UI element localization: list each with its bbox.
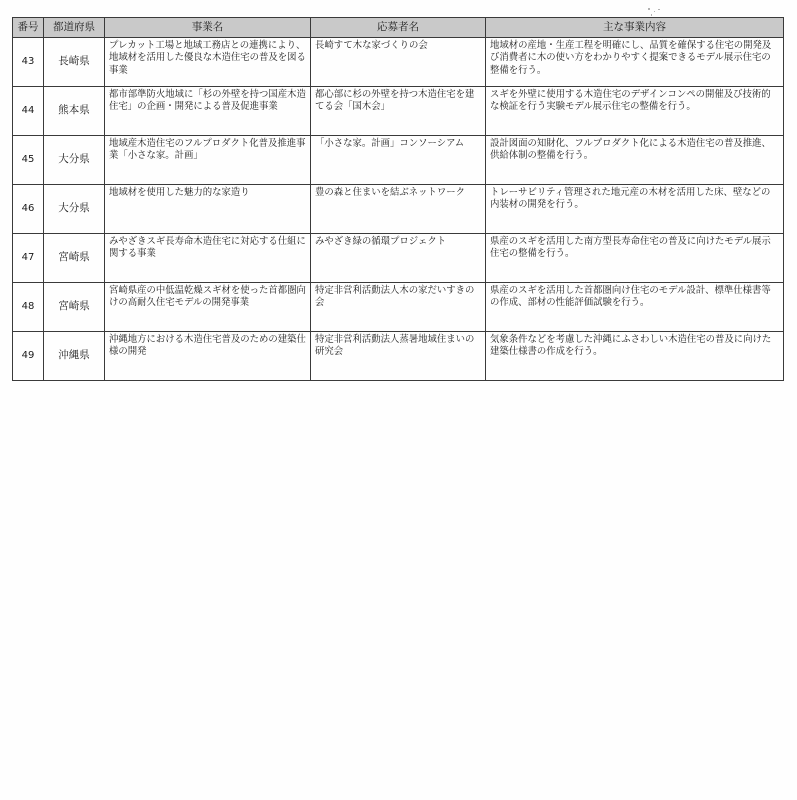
- header-project-name: 事業名: [105, 18, 311, 38]
- table-row: [13, 234, 784, 283]
- table-row: [13, 332, 784, 381]
- header-number: 番号: [13, 18, 44, 38]
- table-header-row: [13, 18, 784, 38]
- row-main-content: 設計図面の知財化、フルプロダクト化による木造住宅の普及推進、供給体制の整備を行う。: [486, 136, 784, 185]
- row-prefecture: 宮崎県: [44, 283, 105, 332]
- row-applicant-name: 特定非営利活動法人木の家だいすきの会: [311, 283, 486, 332]
- row-number: 46: [13, 185, 44, 234]
- row-prefecture: 熊本県: [44, 87, 105, 136]
- row-applicant-name: 特定非営利活動法人蒸暑地域住まいの研究会: [311, 332, 486, 381]
- row-number: 49: [13, 332, 44, 381]
- row-prefecture: 大分県: [44, 185, 105, 234]
- row-number: 45: [13, 136, 44, 185]
- row-main-content: 県産のスギを活用した南方型長寿命住宅の普及に向けたモデル展示住宅の整備を行う。: [486, 234, 784, 283]
- table-row: [13, 283, 784, 332]
- row-number: 47: [13, 234, 44, 283]
- row-project-name: 地域産木造住宅のフルプロダクト化普及推進事業「小さな家。計画」: [105, 136, 311, 185]
- row-project-name: 宮崎県産の中低温乾燥スギ材を使った首都圏向けの高耐久住宅モデルの開発事業: [105, 283, 311, 332]
- project-table: [12, 17, 784, 381]
- row-project-name: 沖縄地方における木造住宅普及のための建築仕様の開発: [105, 332, 311, 381]
- row-project-name: 地域材を使用した魅力的な家造り: [105, 185, 311, 234]
- row-prefecture: 宮崎県: [44, 234, 105, 283]
- scan-speck: [654, 11, 655, 12]
- row-main-content: 県産のスギを活用した首都圏向け住宅のモデル設計、標準仕様書等の作成、部材の性能評価試験を行う。: [486, 283, 784, 332]
- row-project-name: プレカット工場と地域工務店との連携により、地域材を活用した優良な木造住宅の普及を図る事業: [105, 38, 311, 87]
- row-number: 44: [13, 87, 44, 136]
- row-prefecture: 大分県: [44, 136, 105, 185]
- row-applicant-name: 長崎すて木な家づくりの会: [311, 38, 486, 87]
- row-applicant-name: 都心部に杉の外壁を持つ木造住宅を建てる会「国木会」: [311, 87, 486, 136]
- row-main-content: 地域材の産地・生産工程を明確にし、品質を確保する住宅の開発及び消費者に木の使い方をわかりやすく提案できるモデル展示住宅の整備を行う。: [486, 38, 784, 87]
- scan-speck: [658, 9, 660, 10]
- scan-speck: [651, 14, 652, 16]
- table-row: [13, 136, 784, 185]
- header-main-content: 主な事業内容: [486, 18, 784, 38]
- row-main-content: 気象条件などを考慮した沖縄にふさわしい木造住宅の普及に向けた建築仕様書の作成を行う。: [486, 332, 784, 381]
- row-prefecture: 沖縄県: [44, 332, 105, 381]
- row-project-name: みやざきスギ長寿命木造住宅に対応する仕組に関する事業: [105, 234, 311, 283]
- table-row: [13, 87, 784, 136]
- row-number: 48: [13, 283, 44, 332]
- row-prefecture: 長崎県: [44, 38, 105, 87]
- row-applicant-name: 豊の森と住まいを結ぶネットワーク: [311, 185, 486, 234]
- row-main-content: トレーサビリティ管理された地元産の木材を活用した床、壁などの内装材の開発を行う。: [486, 185, 784, 234]
- row-project-name: 都市部準防火地域に「杉の外壁を持つ国産木造住宅」の企画・開発による普及促進事業: [105, 87, 311, 136]
- row-main-content: スギを外壁に使用する木造住宅のデザインコンペの開催及び技術的な検証を行う実験モデル展示住宅の整備を行う。: [486, 87, 784, 136]
- scan-speck: [648, 8, 650, 10]
- table-row: [13, 38, 784, 87]
- header-applicant-name: 応募者名: [311, 18, 486, 38]
- table-row: [13, 185, 784, 234]
- row-number: 43: [13, 38, 44, 87]
- row-applicant-name: 「小さな家。計画」コンソーシアム: [311, 136, 486, 185]
- header-prefecture: 都道府県: [44, 18, 105, 38]
- row-applicant-name: みやざき緑の循環プロジェクト: [311, 234, 486, 283]
